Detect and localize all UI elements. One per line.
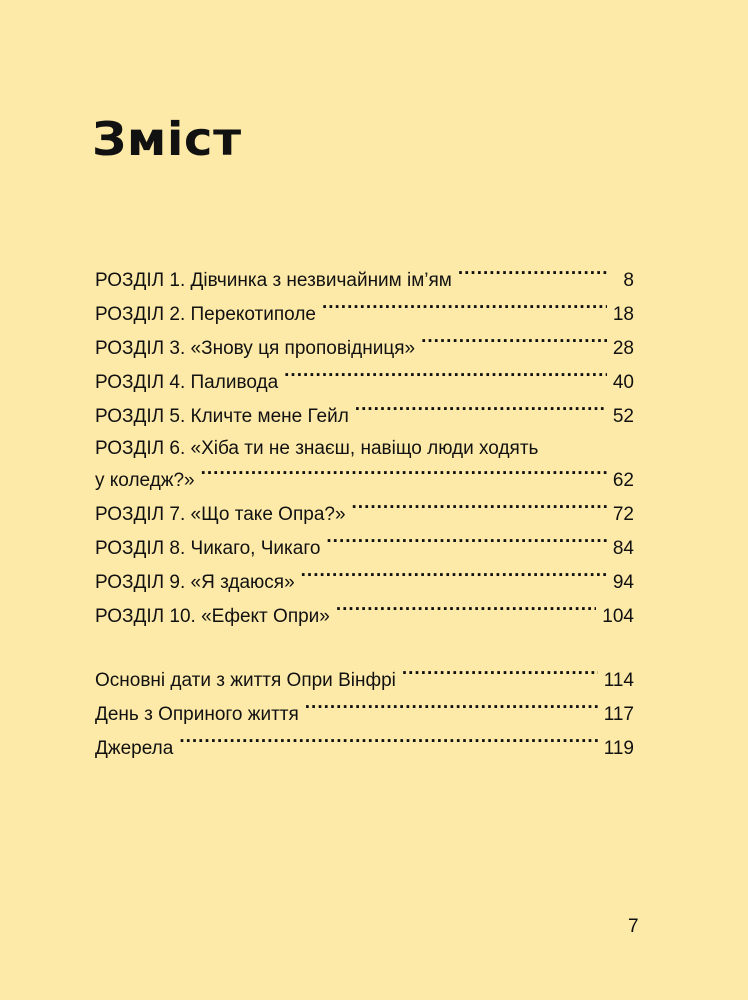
dot-leader (421, 335, 607, 354)
toc-entry-label: Джерела (95, 738, 174, 759)
toc-entry-page: 28 (612, 338, 634, 359)
dot-leader (322, 301, 607, 320)
toc-entry-label: Основні дати з життя Опри Вінфрі (95, 670, 396, 691)
toc-entry-sources[interactable] (95, 732, 634, 766)
dot-leader (336, 603, 596, 622)
toc-entry-chapter-2[interactable] (95, 298, 634, 332)
dot-leader (284, 369, 607, 388)
dot-leader (355, 403, 607, 422)
table-of-contents-appendix (95, 664, 634, 766)
dot-leader (301, 569, 607, 588)
toc-entry-chapter-1[interactable] (95, 264, 634, 298)
dot-leader (402, 667, 598, 686)
toc-entry-page: 72 (612, 504, 634, 525)
dot-leader (352, 501, 607, 520)
toc-entry-chapter-10[interactable] (95, 600, 634, 634)
toc-entry-chapter-8[interactable] (95, 532, 634, 566)
dot-leader (305, 701, 598, 720)
toc-entry-chapter-6[interactable] (95, 434, 634, 498)
page-title: Зміст (92, 112, 242, 166)
toc-entry-label: РОЗДІЛ 1. Дівчинка з незвичайним ім’ям (95, 270, 452, 291)
toc-entry-chapter-3[interactable] (95, 332, 634, 366)
toc-entry-label: День з Оприного життя (95, 704, 299, 725)
toc-entry-label: РОЗДІЛ 3. «Знову ця проповідниця» (95, 338, 416, 359)
toc-entry-day-in-life[interactable] (95, 698, 634, 732)
toc-entry-label: РОЗДІЛ 2. Перекотиполе (95, 304, 316, 325)
toc-entry-chapter-9[interactable] (95, 566, 634, 600)
toc-entry-page: 104 (602, 606, 634, 627)
dot-leader (201, 467, 607, 486)
toc-entry-label: РОЗДІЛ 10. «Ефект Опри» (95, 606, 330, 627)
table-of-contents (95, 264, 634, 634)
toc-entry-chapter-5[interactable] (95, 400, 634, 434)
toc-entry-page: 52 (612, 406, 634, 427)
toc-entry-label: РОЗДІЛ 4. Паливода (95, 372, 279, 393)
toc-entry-page: 62 (612, 470, 634, 491)
toc-entry-label: РОЗДІЛ 9. «Я здаюся» (95, 572, 295, 593)
toc-entry-page: 119 (603, 738, 634, 759)
toc-entry-page: 114 (603, 670, 634, 691)
toc-entry-page: 117 (603, 704, 634, 725)
toc-entry-label: РОЗДІЛ 5. Кличте мене Гейл (95, 406, 349, 427)
toc-entry-chapter-4[interactable] (95, 366, 634, 400)
toc-entry-label: РОЗДІЛ 6. «Хіба ти не знаєш, навіщо люди ходять (95, 438, 539, 459)
toc-entry-line (95, 434, 634, 464)
dot-leader (179, 735, 597, 754)
toc-entry-line (95, 464, 634, 498)
toc-entry-chapter-7[interactable] (95, 498, 634, 532)
toc-entry-label-continued: у коледж?» (95, 470, 195, 491)
toc-entry-page: 18 (612, 304, 634, 325)
toc-entry-page: 84 (612, 538, 634, 559)
toc-entry-page: 40 (612, 372, 634, 393)
toc-entry-page: 94 (612, 572, 634, 593)
dot-leader (326, 535, 606, 554)
page-number: 7 (628, 916, 639, 937)
toc-entry-label: РОЗДІЛ 7. «Що таке Опра?» (95, 504, 346, 525)
toc-entry-key-dates[interactable] (95, 664, 634, 698)
dot-leader (458, 267, 608, 286)
toc-entry-label: РОЗДІЛ 8. Чикаго, Чикаго (95, 538, 321, 559)
toc-entry-page: 8 (623, 270, 634, 291)
